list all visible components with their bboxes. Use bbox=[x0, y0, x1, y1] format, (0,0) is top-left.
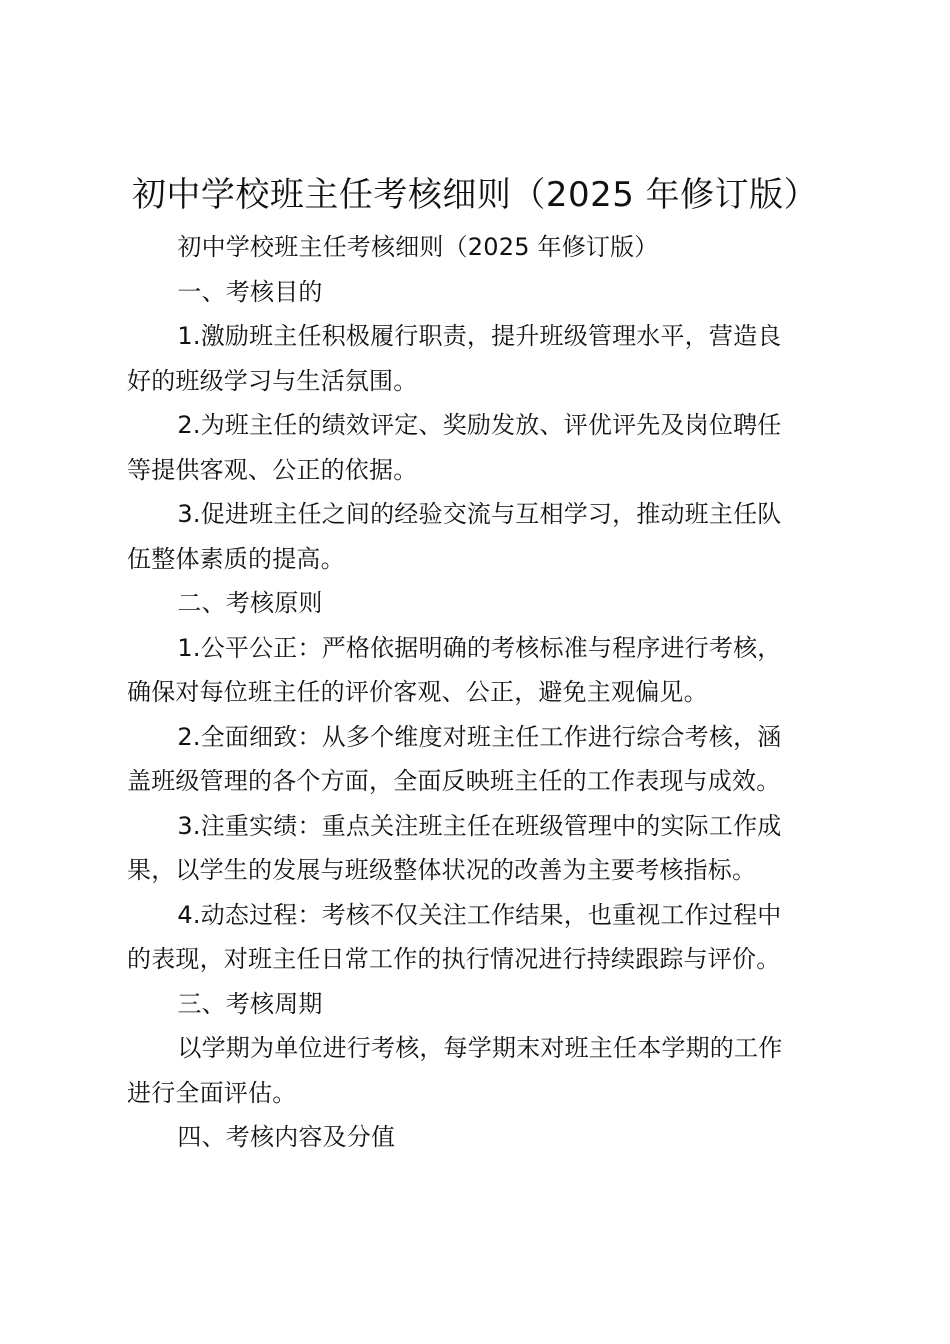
paragraph-principle-1 bbox=[127, 626, 832, 715]
paragraph-purpose-3 bbox=[127, 492, 832, 581]
paragraph-purpose-2 bbox=[127, 403, 832, 492]
paragraph-line: 初中学校班主任考核细则（2025 年修订版） bbox=[177, 233, 659, 261]
paragraph-subtitle bbox=[127, 225, 832, 270]
paragraph-line: 果，以学生的发展与班级整体状况的改善为主要考核指标。 bbox=[127, 856, 757, 884]
paragraph-line: 伍整体素质的提高。 bbox=[127, 544, 345, 573]
paragraph-line: 确保对每位班主任的评价客观、公正，避免主观偏见。 bbox=[127, 678, 708, 706]
paragraph-line: 四、考核内容及分值 bbox=[177, 1123, 396, 1151]
paragraph-line: 三、考核周期 bbox=[177, 989, 323, 1018]
paragraph-purpose-1 bbox=[127, 314, 832, 403]
paragraph-line: 一、考核目的 bbox=[177, 277, 323, 306]
paragraph-line: 2.为班主任的绩效评定、奖励发放、评优评先及岗位聘任 bbox=[177, 411, 782, 439]
paragraph-line: 的表现，对班主任日常工作的执行情况进行持续跟踪与评价。 bbox=[127, 945, 781, 973]
paragraph-cycle bbox=[127, 1026, 832, 1115]
paragraph-line: 3.促进班主任之间的经验交流与互相学习，推动班主任队 bbox=[177, 500, 782, 528]
document-body bbox=[127, 225, 832, 1160]
section-heading-content bbox=[127, 1115, 832, 1160]
paragraph-line: 1.激励班主任积极履行职责，提升班级管理水平，营造良 bbox=[177, 322, 782, 350]
paragraph-line: 以学期为单位进行考核，每学期末对班主任本学期的工作 bbox=[177, 1034, 783, 1062]
paragraph-line: 4.动态过程：考核不仅关注工作结果，也重视工作过程中 bbox=[177, 900, 782, 929]
paragraph-line: 1.公平公正：严格依据明确的考核标准与程序进行考核， bbox=[177, 633, 782, 662]
document-title: 初中学校班主任考核细则（2025 年修订版） bbox=[131, 175, 819, 215]
paragraph-principle-2 bbox=[127, 715, 832, 804]
paragraph-line: 等提供客观、公正的依据。 bbox=[127, 455, 418, 484]
paragraph-line: 2.全面细致：从多个维度对班主任工作进行综合考核，涵 bbox=[177, 722, 782, 751]
paragraph-line: 进行全面评估。 bbox=[127, 1078, 297, 1107]
section-heading-cycle bbox=[127, 982, 832, 1027]
paragraph-line: 好的班级学习与生活氛围。 bbox=[127, 366, 418, 395]
paragraph-line: 盖班级管理的各个方面，全面反映班主任的工作表现与成效。 bbox=[127, 767, 781, 795]
paragraph-principle-3 bbox=[127, 804, 832, 893]
paragraph-line: 3.注重实绩：重点关注班主任在班级管理中的实际工作成 bbox=[177, 811, 782, 840]
paragraph-principle-4 bbox=[127, 893, 832, 982]
section-heading-purpose bbox=[127, 270, 832, 315]
paragraph-line: 二、考核原则 bbox=[177, 589, 323, 617]
section-heading-principles bbox=[127, 581, 832, 626]
